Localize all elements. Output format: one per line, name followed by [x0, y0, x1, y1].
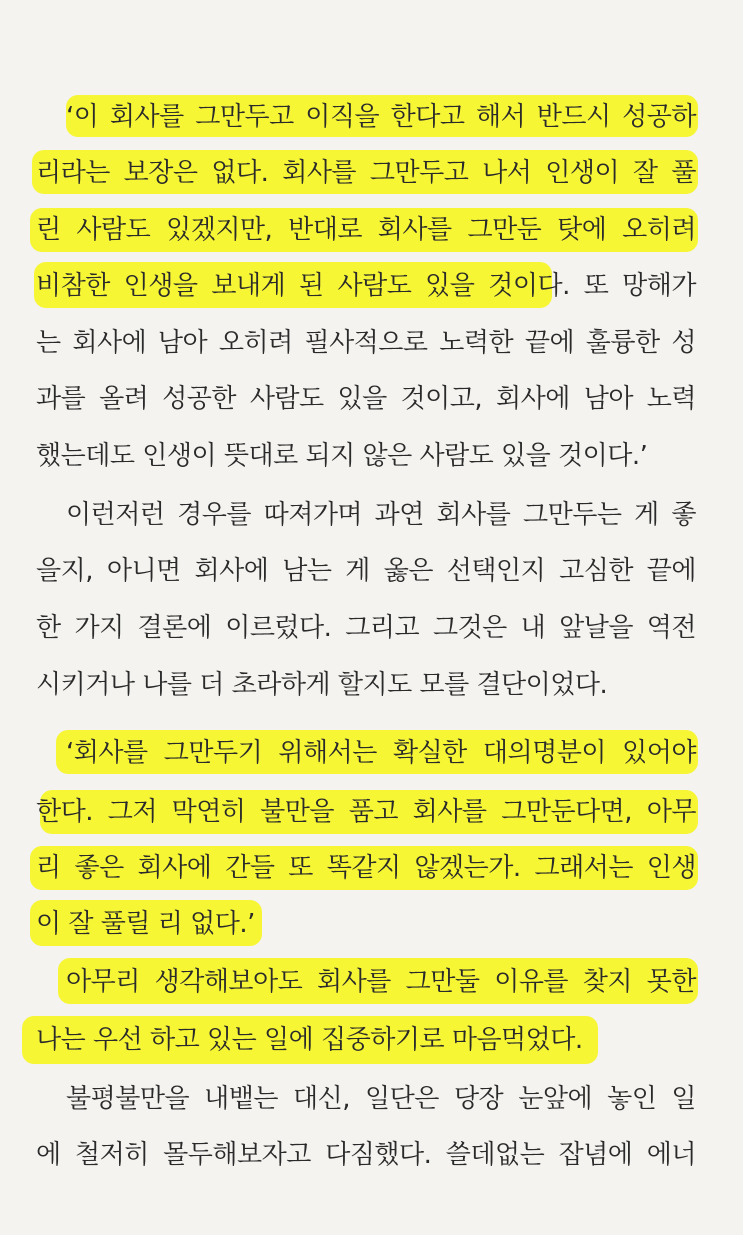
text-line: 나는 우선 하고 있는 일에 집중하기로 마음먹었다. [36, 1025, 583, 1055]
text-line: ‘이 회사를 그만두고 이직을 한다고 해서 반드시 성공하 [66, 102, 696, 132]
text-line: 에 철저히 몰두해보자고 다짐했다. 쓸데없는 잡념에 에너 [36, 1140, 696, 1170]
text-line: ‘회사를 그만두기 위해서는 확실한 대의명분이 있어야 [66, 738, 696, 768]
text-line: 을지, 아니면 회사에 남는 게 옳은 선택인지 고심한 끝에 [36, 556, 696, 586]
text-line: 는 회사에 남아 오히려 필사적으로 노력한 끝에 훌륭한 성 [36, 328, 696, 358]
text-line: 과를 올려 성공한 사람도 있을 것이고, 회사에 남아 노력 [36, 384, 696, 414]
text-line: 이런저런 경우를 따져가며 과연 회사를 그만두는 게 좋 [66, 500, 696, 530]
text-line: 한 가지 결론에 이르렀다. 그리고 그것은 내 앞날을 역전 [36, 613, 696, 643]
text-line: 이 잘 풀릴 리 없다.’ [36, 909, 255, 939]
text-line: 리라는 보장은 없다. 회사를 그만두고 나서 인생이 잘 풀 [36, 158, 696, 188]
text-line: 시키거나 나를 더 초라하게 할지도 모를 결단이었다. [36, 670, 608, 700]
text-line: 린 사람도 있겠지만, 반대로 회사를 그만둔 탓에 오히려 [36, 215, 696, 245]
text-line: 불평불만을 내뱉는 대신, 일단은 당장 눈앞에 놓인 일 [66, 1084, 696, 1114]
text-line: 비참한 인생을 보내게 된 사람도 있을 것이다. 또 망해가 [36, 271, 696, 301]
text-line: 리 좋은 회사에 간들 또 똑같지 않겠는가. 그래서는 인생 [36, 853, 696, 883]
text-line: 한다. 그저 막연히 불만을 품고 회사를 그만둔다면, 아무 [36, 797, 696, 827]
text-line: 아무리 생각해보아도 회사를 그만둘 이유를 찾지 못한 [66, 967, 696, 997]
text-line: 했는데도 인생이 뜻대로 되지 않은 사람도 있을 것이다.’ [36, 441, 648, 471]
